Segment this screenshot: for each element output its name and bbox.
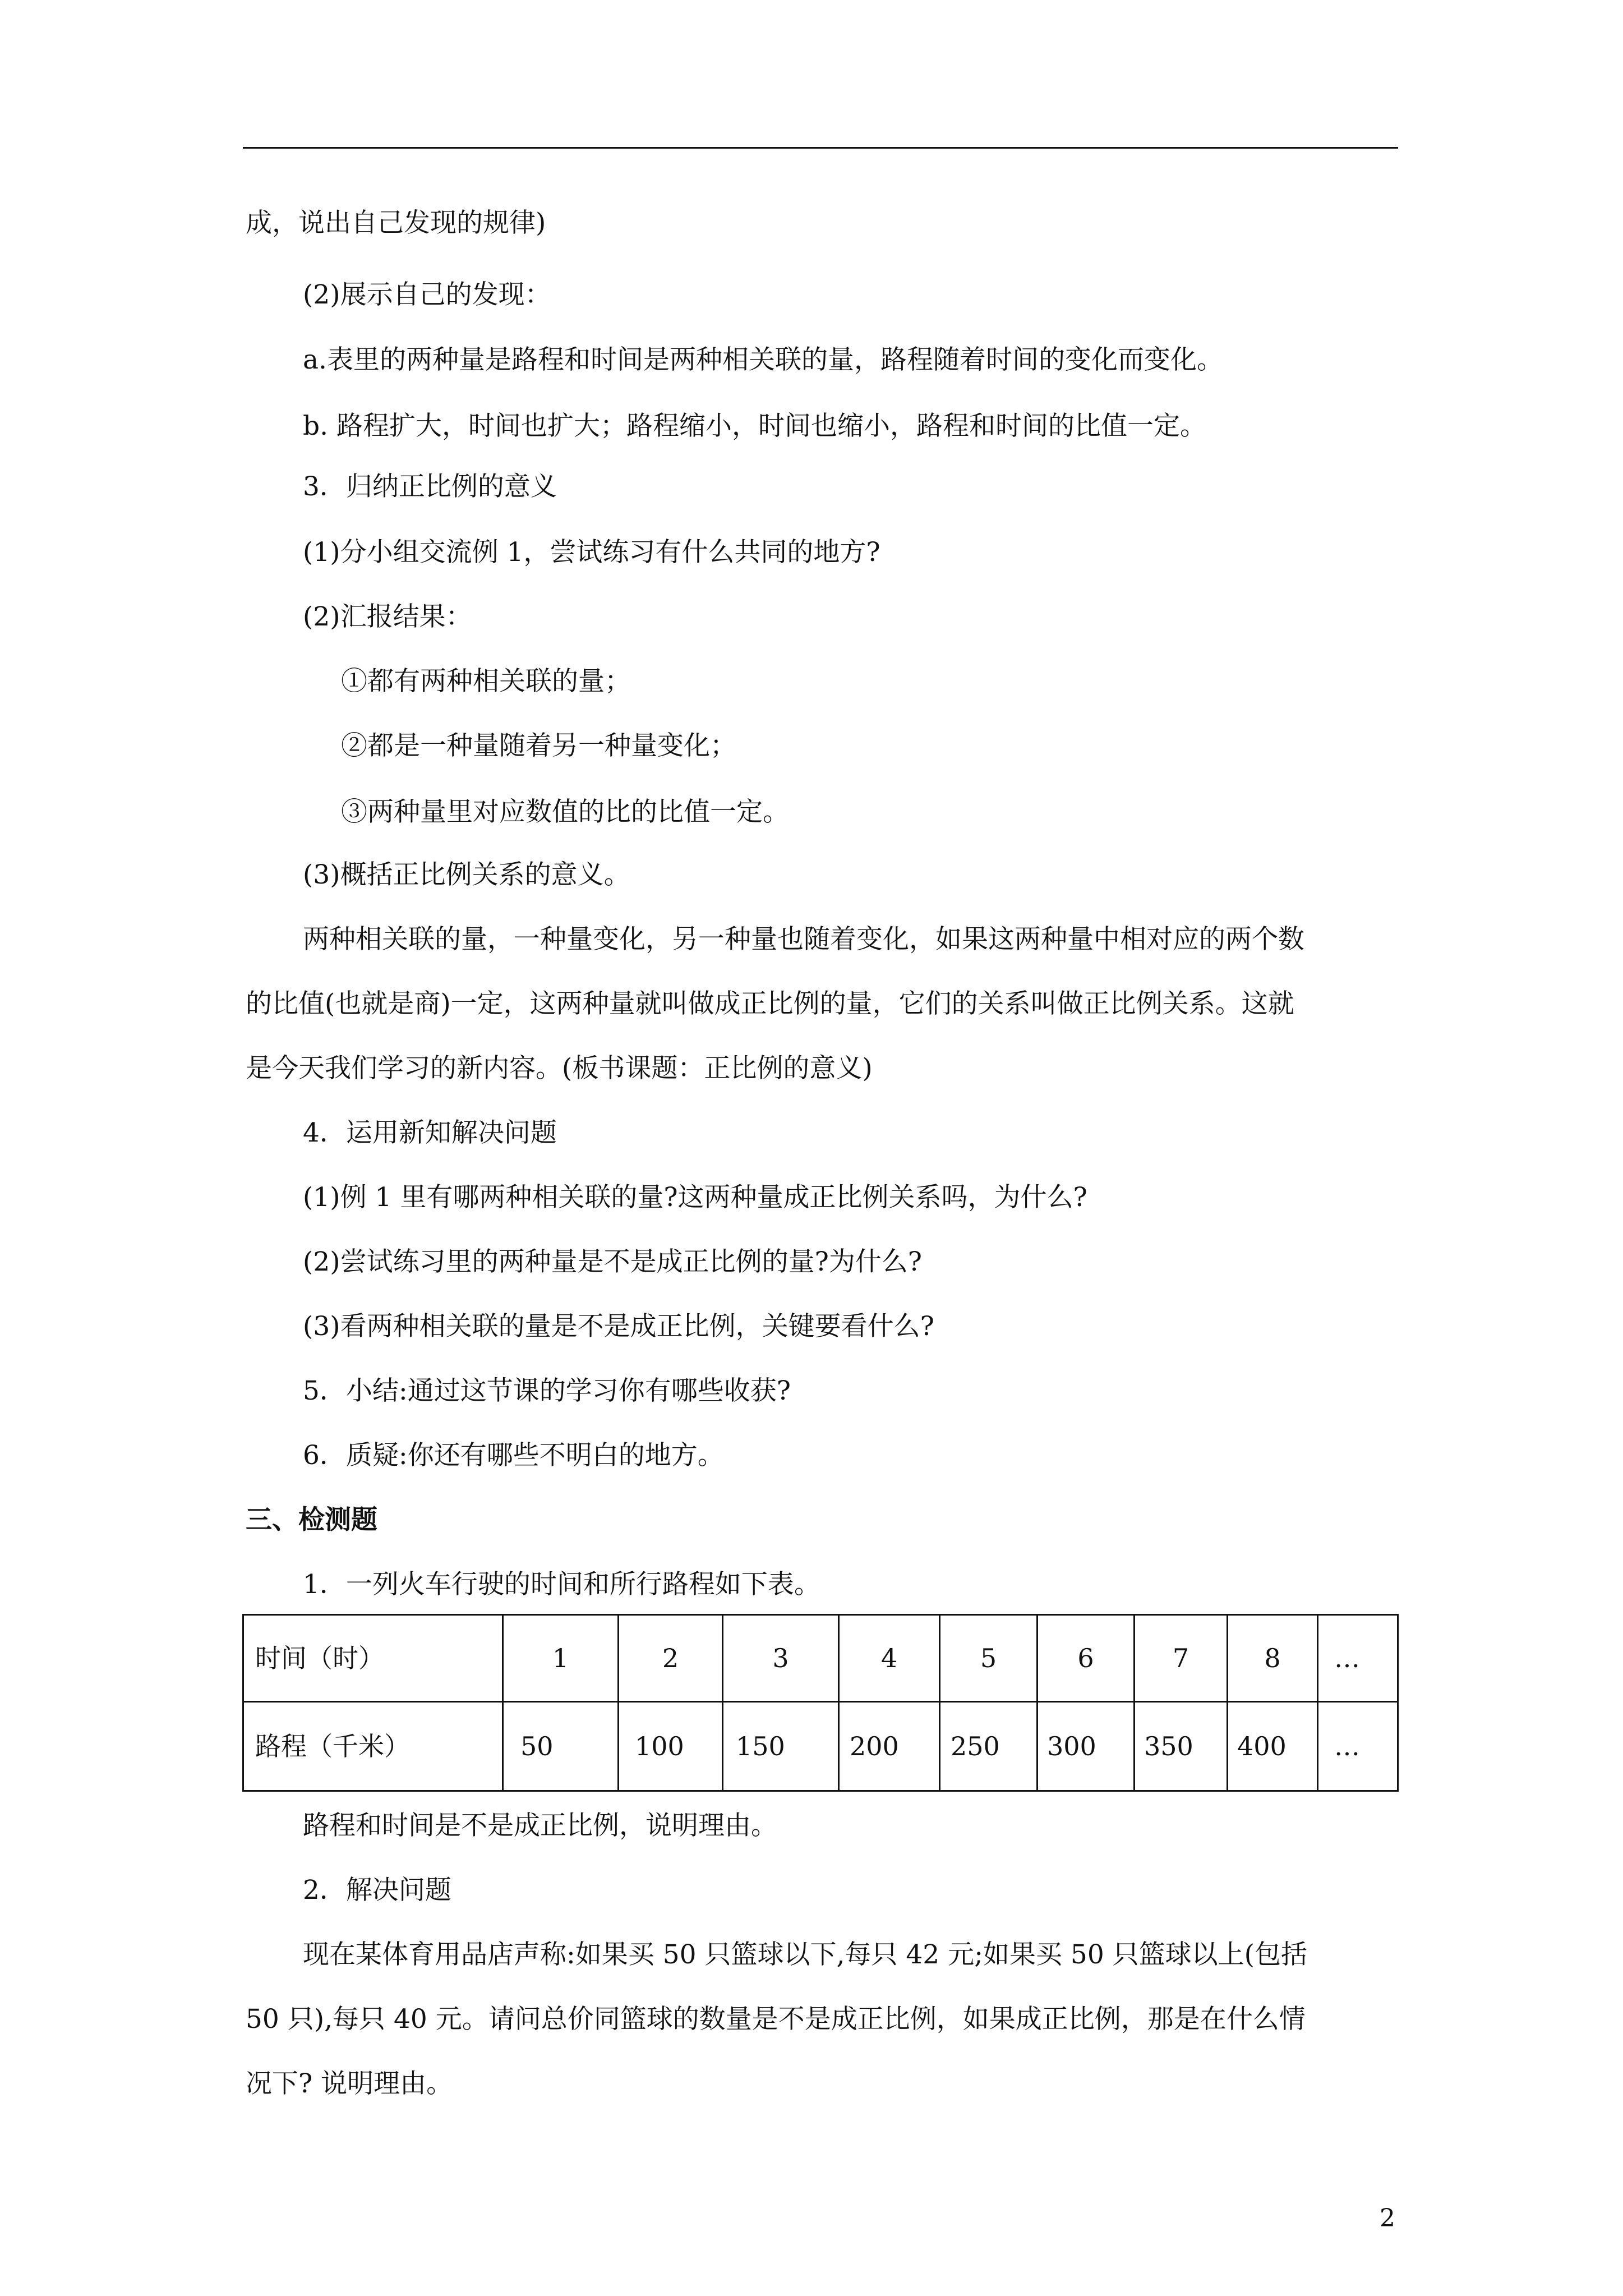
- text-line: (3)概括正比例关系的意义。: [303, 859, 630, 890]
- text-line: 50 只),每只 40 元。请问总价同篮球的数量是不是成正比例，如果成正比例，那是在什么情: [246, 2004, 1306, 2035]
- table-cell: 300: [1036, 1703, 1133, 1790]
- table-cell: 3: [722, 1616, 838, 1701]
- text-line: 两种相关联的量，一种量变化，另一种量也随着变化，如果这两种量中相对应的两个数: [303, 924, 1304, 955]
- text-line: 1．一列火车行驶的时间和所行路程如下表。: [303, 1569, 820, 1600]
- table-cell: 50: [502, 1703, 617, 1790]
- table-cell: 6: [1036, 1616, 1133, 1701]
- text-line: 5．小结:通过这节课的学习你有哪些收获?: [303, 1375, 791, 1406]
- table-header-cell: 时间（时）: [255, 1643, 384, 1673]
- table-cell: 8: [1227, 1616, 1317, 1701]
- text-line: (3)看两种相关联的量是不是成正比例，关键要看什么?: [303, 1311, 934, 1342]
- section-title: 三、检测题: [246, 1504, 377, 1535]
- text-line: 是今天我们学习的新内容。(板书课题：正比例的意义): [246, 1053, 873, 1084]
- text-line: a.表里的两种量是路程和时间是两种相关联的量，路程随着时间的变化而变化。: [303, 344, 1223, 375]
- text-line: 现在某体育用品店声称:如果买 50 只篮球以下,每只 42 元;如果买 50 只篮球以上(包括: [303, 1939, 1308, 1970]
- list-item: ②都是一种量随着另一种量变化；: [341, 730, 736, 761]
- table-cell: …: [1317, 1616, 1397, 1701]
- text-line: (1)例 1 里有哪两种相关联的量?这两种量成正比例关系吗，为什么?: [303, 1182, 1087, 1213]
- table-cell: 1: [502, 1616, 617, 1701]
- table-cell: 2: [617, 1616, 722, 1701]
- section-heading: 3．归纳正比例的意义: [303, 471, 557, 502]
- text-line: 的比值(也就是商)一定，这两种量就叫做成正比例的量，它们的关系叫做正比例关系。这就: [246, 988, 1294, 1019]
- table-cell: 150: [722, 1703, 838, 1790]
- table-cell: 200: [838, 1703, 939, 1790]
- table-cell: 7: [1133, 1616, 1227, 1701]
- text-line: 路程和时间是不是成正比例，说明理由。: [303, 1810, 777, 1841]
- table-cell: 4: [838, 1616, 939, 1701]
- table-row: [244, 1616, 1397, 1703]
- text-line: (2)汇报结果：: [303, 601, 472, 632]
- data-table: [242, 1614, 1399, 1792]
- text-line: 6．质疑:你还有哪些不明白的地方。: [303, 1440, 724, 1471]
- table-cell: …: [1317, 1703, 1397, 1790]
- table-cell: 100: [617, 1703, 722, 1790]
- list-item: ③两种量里对应数值的比的比值一定。: [341, 797, 789, 827]
- text-line: 成，说出自己发现的规律): [246, 208, 546, 238]
- table-cell: 250: [939, 1703, 1036, 1790]
- table-cell: 400: [1227, 1703, 1317, 1790]
- table-cell: 5: [939, 1616, 1036, 1701]
- table-row: [244, 1703, 1397, 1790]
- table-cell: 350: [1133, 1703, 1227, 1790]
- text-line: (1)分小组交流例 1，尝试练习有什么共同的地方?: [303, 537, 880, 568]
- section-heading: 2．解决问题: [303, 1875, 451, 1906]
- header-rule: [243, 147, 1398, 149]
- text-line: (2)尝试练习里的两种量是不是成正比例的量?为什么?: [303, 1246, 922, 1277]
- text-line: b. 路程扩大，时间也扩大；路程缩小，时间也缩小，路程和时间的比值一定。: [303, 411, 1206, 441]
- text-line: 况下? 说明理由。: [246, 2068, 453, 2099]
- table-header-cell: 路程（千米）: [255, 1731, 410, 1761]
- section-heading: 4．运用新知解决问题: [303, 1117, 557, 1148]
- page-number: 2: [1380, 2204, 1395, 2233]
- list-item: ①都有两种相关联的量；: [341, 666, 631, 697]
- text-line: (2)展示自己的发现：: [303, 279, 551, 310]
